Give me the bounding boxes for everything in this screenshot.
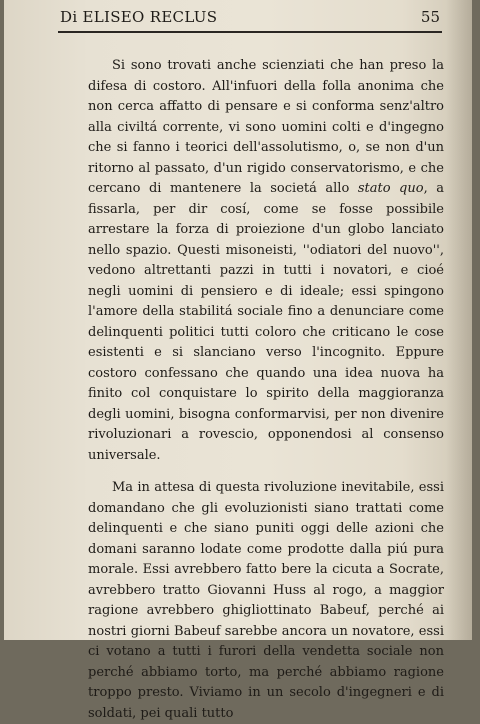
body-text	[88, 56, 444, 724]
paragraph-2: Ma in attesa di questa rivoluzione inevitabile, essi domandano che gli evoluzionisti siano trattati come delinquenti e che siano puniti oggi delle azioni che domani saranno lodate come prodotte dalla piú pura morale. Essi avrebbero fatto bere la cicuta a Socrate, avrebbero tratto Giovanni Huss al rogo, a maggior ragione avrebbero ghigliottinato Babeuf, perché ai nostri giorni Babeuf sarebbe ancora un novatore, essi ci votano a tutti i furori della vendetta sociale non perché abbiamo torto, ma perché abbiamo ragione troppo presto. Viviamo in un secolo d'ingegneri e di soldati, pei quali tutto	[88, 480, 444, 721]
paragraph-1-part-a: Si sono trovati anche scienziati che han preso la difesa di costoro. All'infuori della folla anonima che non cerca affatto di pensare e si conforma senz'altro alla civiltá corrente, vi sono uomini colti e d'ingegno che si fanno i teorici dell'assolutismo, o, se non d'un ritorno al passato, d'un rigido conservatorismo, e che cercano di mantenere la societá allo	[88, 58, 444, 196]
paragraph-1-italic: stato quo	[357, 181, 424, 196]
paragraph-1	[88, 56, 444, 466]
running-head	[60, 8, 440, 26]
running-head-author: Di ELISEO RECLUS	[60, 8, 218, 26]
page-number: 55	[420, 8, 440, 26]
paragraph-1-part-b: , a fissarla, per dir cosí, come se fosse possibile arrestare la forza di proiezione d'un globo lanciato nello spazio. Questi misoneisti, ''odiatori del nuovo'', vedono altrettanti pazzi in tutti i novatori, e cioé negli uomini di pensiero e di ideale; essi spingono l'amore della stabilitá sociale fino a denunciare come delinquenti politici tutti coloro che criticano le cose esistenti e si slanciano verso l'incognito. Eppure costoro confessano che quando una idea nuova ha finito col conquistare lo spirito della maggioranza degli uomini, bisogna conformarvisi, per non divenire rivoluzionari a rovescio, opponendosi al consenso universale.	[88, 181, 444, 463]
header-rule	[58, 31, 442, 33]
book-page	[4, 0, 472, 721]
